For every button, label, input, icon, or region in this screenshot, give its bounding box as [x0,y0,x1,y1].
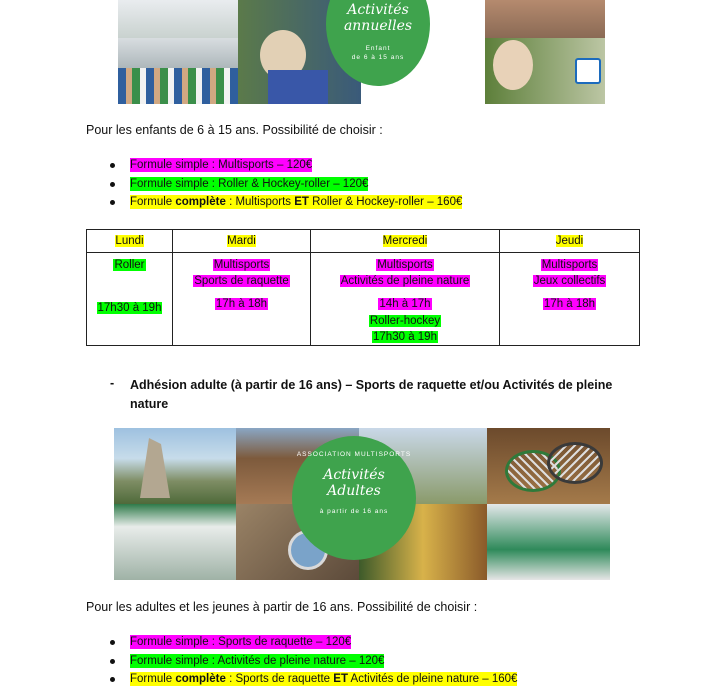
header-cell: Jeudi [500,230,640,253]
formula-item [107,193,462,212]
banner-adult-activities [114,428,610,580]
photo-badminton [487,428,610,504]
cell-lundi: Roller 17h30 à 19h [87,253,173,346]
header-cell: Mardi [173,230,311,253]
formula-item [107,633,517,652]
formula-item [107,670,517,689]
cell-jeudi: Multisports Jeux collectifs 17h à 18h [500,253,640,346]
circle-sub: à partir de 16 ans [319,508,389,515]
schedule-table [86,229,640,346]
photo-gym-children [487,504,610,580]
adult-formula-list [107,633,517,689]
table-header-row [87,230,640,253]
adult-heading-dash: - [110,376,115,390]
header-cell: Lundi [87,230,173,253]
circle-title-2: annuelles [343,18,413,34]
photo-gym-adults [114,504,236,580]
table-row [87,253,640,346]
adult-heading: Adhésion adulte (à partir de 16 ans) – Sports de raquette et/ou Activités de pleine nature [130,378,613,411]
cell-mardi: Multisports Sports de raquette 17h à 18h [173,253,311,346]
formula-text: Formule simple : Multisports – 120€ [130,159,313,171]
intro-children: Pour les enfants de 6 à 15 ans. Possibilité de choisir : [86,123,383,137]
photo-archery-target [485,38,605,104]
formula-item [107,175,462,194]
children-formula-list [107,156,462,212]
formula-item [107,652,517,671]
circle-sub-2: de 6 à 15 ans [351,54,405,61]
circle-top-label: ASSOCIATION MULTISPORTS [296,451,412,458]
circle-title-2: Adultes [327,483,381,499]
formula-text: Formule complète : Sports de raquette ET Activités de pleine nature – 160€ [130,673,518,685]
adult-banner-logo-circle [292,436,416,560]
photo-children-group [118,38,238,104]
formula-text: Formule simple : Roller & Hockey-roller – 120€ [130,177,369,190]
header-cell: Mercredi [311,230,500,253]
photo-mountains [114,428,236,504]
formula-item [107,156,462,175]
formula-text: Formule simple : Sports de raquette – 120€ [130,636,352,648]
formula-text: Formule simple : Activités de pleine nature – 120€ [130,654,385,667]
intro-adults: Pour les adultes et les jeunes à partir de 16 ans. Possibilité de choisir : [86,600,478,614]
cell-mercredi: Multisports Activités de pleine nature 14h à 17h Roller-hockey 17h30 à 19h [311,253,500,346]
photo-village [485,0,605,38]
circle-title-1: Activités [347,2,409,18]
circle-title-1: Activités [323,467,385,483]
formula-text: Formule complète : Multisports ET Roller & Hockey-roller – 160€ [130,196,463,208]
banner-children-activities [118,0,605,104]
photo-sports-hall [118,0,238,38]
circle-sub-1: Enfant [365,45,391,52]
